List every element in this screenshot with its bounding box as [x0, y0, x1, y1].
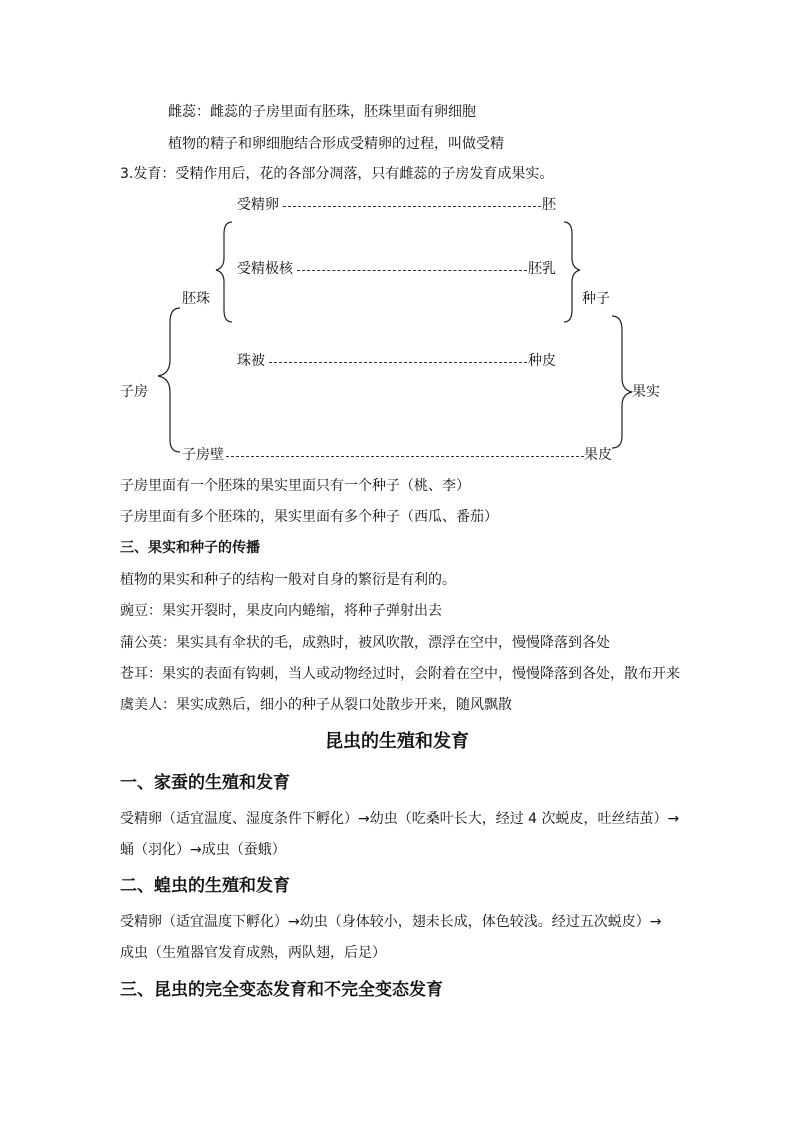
brace-zhongzi: [564, 222, 580, 322]
dash-line: [269, 362, 527, 363]
text-fertilization: 植物的精子和卵细胞结合形成受精卵的过程，叫做受精: [168, 136, 504, 152]
dash-line: [226, 456, 584, 457]
heading-seed-dispersal: 三、果实和种子的传播: [120, 540, 260, 556]
heading-silkworm: 一、家蚕的生殖和发育: [120, 773, 290, 793]
note-many-ovules: 子房里面有多个胚珠的，果实里面有多个种子（西瓜、番茄）: [120, 509, 498, 525]
label-guopi: 果皮: [584, 447, 612, 463]
text-dandelion: 蒲公英：果实具有伞状的毛，成熟时，被风吹散，漂浮在空中，慢慢降落到各处: [120, 635, 610, 651]
brace-guoshi: [612, 316, 632, 448]
label-zifangbi: 子房壁: [182, 447, 224, 463]
heading-metamorphosis: 三、昆虫的完全变态发育和不完全变态发育: [120, 980, 443, 1000]
text-cocklebur: 苍耳：果实的表面有钩刺，当人或动物经过时，会附着在空中，慢慢降落到各处，散布开来: [120, 666, 680, 682]
brace-peizhu: [216, 222, 232, 322]
text-poppy: 虞美人：果实成熟后，细小的种子从裂口处散步开来，随风飘散: [120, 697, 512, 713]
brace-zifang: [158, 308, 180, 452]
label-zhongpi: 种皮: [528, 353, 556, 369]
heading-locust: 二、蝗虫的生殖和发育: [120, 876, 290, 896]
dash-line: [297, 270, 527, 271]
text-development: 3.发育：受精作用后，花的各部分凋落，只有雌蕊的子房发育成果实。: [120, 166, 554, 182]
text-silkworm-1: 受精卵（适宜温度、湿度条件下孵化）→幼虫（吃桑叶长大，经过 4 次蜕皮，吐丝结茧）→: [120, 811, 680, 827]
text-silkworm-2: 蛹（羽化）→成虫（蚕蛾）: [120, 842, 286, 858]
text-dispersal-intro: 植物的果实和种子的结构一般对自身的繁衍是有利的。: [120, 572, 456, 588]
text-pistil: 雌蕊：雌蕊的子房里面有胚珠，胚珠里面有卵细胞: [168, 104, 476, 120]
text-locust-2: 成虫（生殖器官发育成熟，两队翅，后足）: [120, 945, 386, 961]
label-zhubei: 珠被: [237, 353, 265, 369]
dash-line: [283, 206, 541, 207]
label-zhongzi: 种子: [582, 291, 610, 307]
label-peiru: 胚乳: [528, 261, 556, 277]
label-guoshi: 果实: [632, 384, 660, 400]
label-shoujingluan: 受精卵: [237, 197, 279, 213]
text-pea: 豌豆：果实开裂时，果皮向内蜷缩，将种子弹射出去: [120, 603, 442, 619]
note-one-ovule: 子房里面有一个胚珠的果实里面只有一个种子（桃、李）: [120, 478, 470, 494]
text-locust-1: 受精卵（适宜温度下孵化）→幼虫（身体较小，翅未长成，体色较浅。经过五次蜕皮）→: [120, 914, 662, 930]
label-zifang: 子房: [120, 384, 148, 400]
label-peizhu: 胚珠: [182, 291, 210, 307]
label-shoujingjihe: 受精极核: [237, 261, 293, 277]
label-pei: 胚: [542, 197, 556, 213]
page-title-insects: 昆虫的生殖和发育: [325, 731, 469, 752]
